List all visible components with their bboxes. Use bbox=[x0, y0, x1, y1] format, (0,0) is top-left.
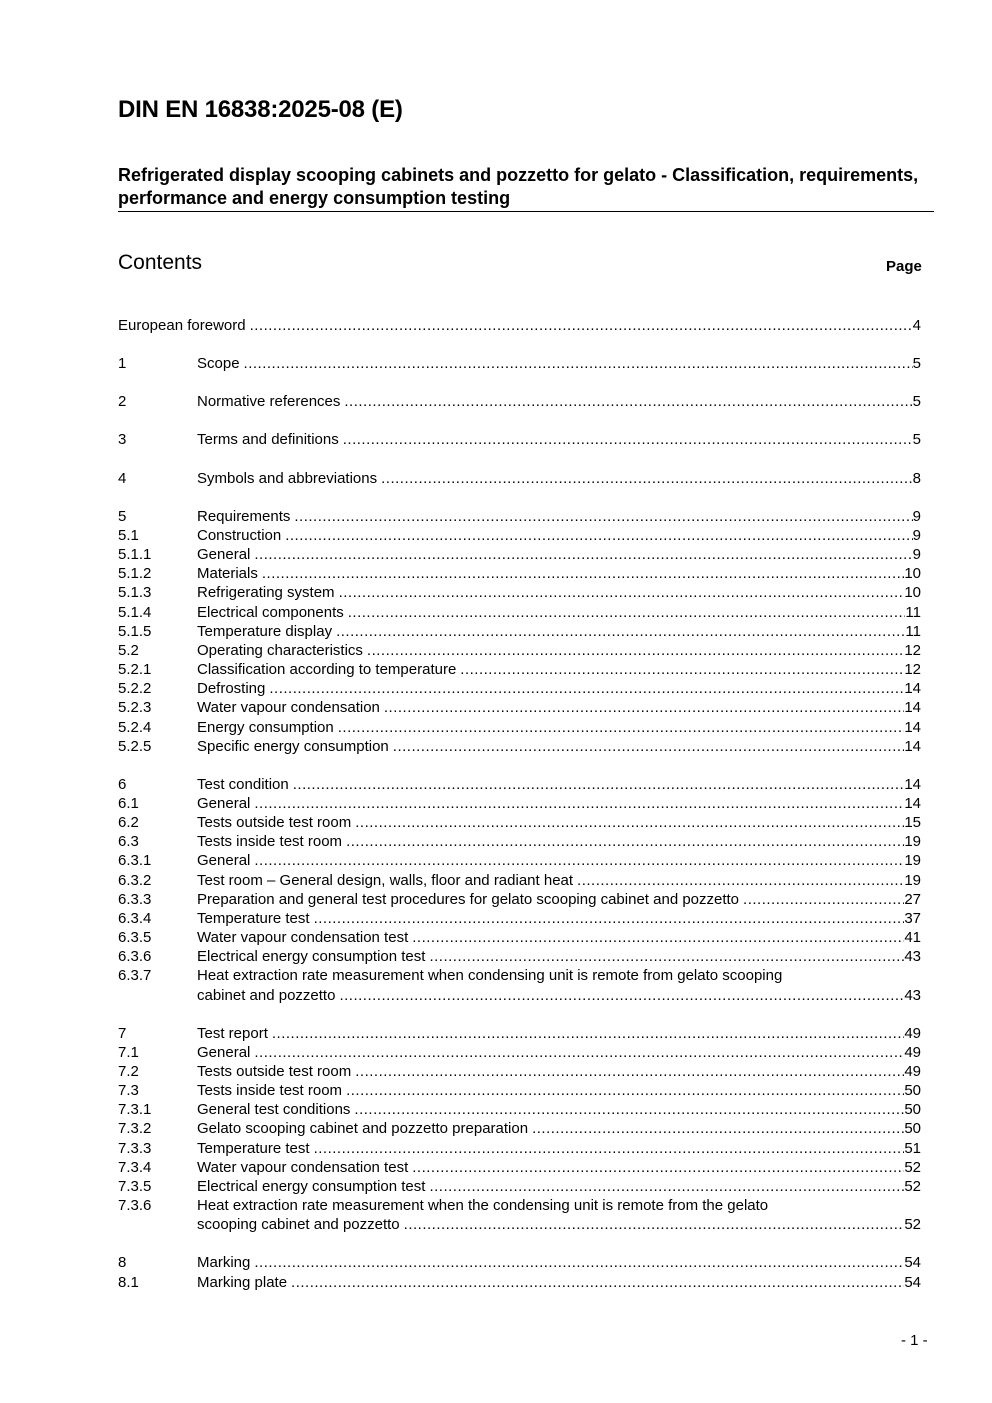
toc-entry[interactable] bbox=[118, 775, 921, 794]
toc-entry-title: Normative references bbox=[197, 393, 341, 411]
toc-entry[interactable] bbox=[118, 583, 921, 602]
leader-dots bbox=[346, 1081, 904, 1100]
toc-entry[interactable] bbox=[118, 641, 921, 660]
toc-entry-page: 49 bbox=[904, 1063, 921, 1080]
toc-entry-page: 51 bbox=[904, 1139, 921, 1157]
toc-entry-title: Heat extraction rate measurement when the condensing unit is remote from the gelato bbox=[197, 1197, 769, 1215]
toc-entry[interactable] bbox=[118, 1158, 921, 1177]
toc-entry[interactable] bbox=[118, 851, 921, 870]
toc-entry-number: 3 bbox=[118, 431, 127, 449]
toc-entry-title: Tests inside test room bbox=[197, 833, 343, 851]
leader-dots bbox=[254, 1043, 904, 1062]
toc-entry-page: 14 bbox=[904, 775, 921, 793]
toc-entry-page: 9 bbox=[912, 546, 921, 564]
toc-entry-number: 7.3.6 bbox=[118, 1197, 152, 1215]
leader-dots bbox=[412, 1158, 904, 1177]
leader-dots bbox=[343, 430, 913, 449]
leader-dots bbox=[355, 1062, 904, 1081]
toc-entry-number: 6.3.5 bbox=[118, 929, 152, 947]
leader-dots bbox=[348, 603, 906, 622]
toc-entry-page: 54 bbox=[904, 1273, 921, 1291]
toc-entry-number: 4 bbox=[118, 469, 127, 487]
toc-entry[interactable] bbox=[118, 890, 921, 909]
contents-heading: Contents bbox=[118, 251, 203, 274]
leader-dots bbox=[346, 832, 904, 851]
toc-entry-number: 1 bbox=[118, 355, 127, 373]
toc-entry-title: Scope bbox=[197, 355, 240, 373]
toc-entry[interactable] bbox=[118, 622, 921, 641]
toc-entry-page: 50 bbox=[904, 1120, 921, 1138]
toc-entry[interactable] bbox=[118, 871, 921, 890]
toc-entry-page: 14 bbox=[904, 699, 921, 717]
toc-entry-title: Water vapour condensation bbox=[197, 699, 380, 717]
toc-entry-number: 5.2.5 bbox=[118, 737, 152, 755]
toc-entry-number: 6.2 bbox=[118, 814, 139, 832]
toc-entry[interactable] bbox=[118, 526, 921, 545]
toc-entry-page: 12 bbox=[904, 661, 921, 679]
toc-entry[interactable] bbox=[118, 698, 921, 717]
toc-entry[interactable] bbox=[118, 832, 921, 851]
toc-group-section-7 bbox=[118, 1024, 921, 1196]
toc-entry-page: 37 bbox=[904, 909, 921, 927]
toc-entry-page: 9 bbox=[912, 526, 921, 544]
toc-entry-page: 5 bbox=[912, 355, 921, 373]
toc-entry-title: Temperature display bbox=[197, 622, 333, 640]
leader-dots bbox=[367, 641, 904, 660]
toc-entry-page: 5 bbox=[912, 431, 921, 449]
toc-entry-title: Heat extraction rate measurement when condensing unit is remote from gelato scooping bbox=[197, 967, 783, 985]
toc-entry-title: General bbox=[197, 852, 251, 870]
toc-entry-number: 6.3.3 bbox=[118, 890, 152, 908]
page-number: - 1 - bbox=[901, 1332, 928, 1349]
toc-entry-number: 6.1 bbox=[118, 794, 139, 812]
toc-entry-page: 52 bbox=[904, 1216, 921, 1234]
toc-entry-page: 19 bbox=[904, 852, 921, 870]
toc-entry-title: Marking bbox=[197, 1254, 251, 1272]
toc-entry-number: 5.1.5 bbox=[118, 622, 152, 640]
toc-entry[interactable] bbox=[118, 1177, 921, 1196]
toc-entry-title: Test room – General design, walls, floor and radiant heat bbox=[197, 871, 574, 889]
toc-entry-page: 43 bbox=[904, 986, 921, 1004]
toc-entry-title: Defrosting bbox=[197, 680, 266, 698]
toc-entry-title: Energy consumption bbox=[197, 718, 334, 736]
toc-entry[interactable] bbox=[118, 1100, 921, 1119]
toc-entry-number: 7.2 bbox=[118, 1063, 139, 1080]
toc-entry-title: Temperature test bbox=[197, 1139, 310, 1157]
leader-dots bbox=[250, 316, 913, 335]
toc-entry-page: 50 bbox=[904, 1082, 921, 1100]
toc-entry-number: 5 bbox=[118, 507, 127, 525]
toc-entry-continuation[interactable] bbox=[118, 1215, 921, 1234]
toc-entry-title: Temperature test bbox=[197, 909, 310, 927]
leader-dots bbox=[460, 660, 904, 679]
toc-entry-title: Terms and definitions bbox=[197, 431, 339, 449]
leader-dots bbox=[293, 775, 905, 794]
toc-entry-title: Classification according to temperature bbox=[197, 661, 457, 679]
leader-dots bbox=[393, 737, 905, 756]
toc-entry-title: Materials bbox=[197, 565, 258, 583]
toc-entry-title: General bbox=[197, 1043, 251, 1061]
toc-entry-number: 2 bbox=[118, 393, 127, 411]
toc-entry-title: Tests inside test room bbox=[197, 1082, 343, 1100]
leader-dots bbox=[294, 507, 912, 526]
leader-dots bbox=[244, 354, 913, 373]
toc-entry-continuation[interactable] bbox=[118, 986, 921, 1005]
leader-dots bbox=[381, 469, 913, 488]
toc-entry[interactable] bbox=[118, 1196, 921, 1215]
toc-entry-page: 43 bbox=[904, 948, 921, 966]
toc-entry-title: Specific energy consumption bbox=[197, 737, 389, 755]
toc-entry-title: Test condition bbox=[197, 775, 289, 793]
toc-entry[interactable] bbox=[118, 603, 921, 622]
toc-entry-number: 5.2.1 bbox=[118, 661, 152, 679]
toc-entry-page: 52 bbox=[904, 1177, 921, 1195]
toc-entry-title: cabinet and pozzetto bbox=[197, 986, 336, 1004]
toc-entry[interactable] bbox=[118, 813, 921, 832]
toc-entry-page: 14 bbox=[904, 718, 921, 736]
toc-entry-page: 49 bbox=[904, 1043, 921, 1061]
toc-entry-title: Refrigerating system bbox=[197, 584, 335, 602]
toc-entry[interactable] bbox=[118, 1139, 921, 1158]
leader-dots bbox=[412, 928, 904, 947]
toc-entry-number: 6.3.1 bbox=[118, 852, 152, 870]
leader-dots bbox=[314, 909, 905, 928]
toc-entry[interactable] bbox=[118, 909, 921, 928]
leader-dots bbox=[429, 1177, 904, 1196]
toc-entry-title: General bbox=[197, 546, 251, 564]
leader-dots bbox=[269, 679, 904, 698]
toc-entry-title: Symbols and abbreviations bbox=[197, 469, 378, 487]
toc-entry-title: Marking plate bbox=[197, 1273, 288, 1291]
toc-entry-page: 10 bbox=[904, 565, 921, 583]
toc-entry[interactable] bbox=[118, 1062, 921, 1081]
leader-dots bbox=[339, 986, 904, 1005]
leader-dots bbox=[285, 526, 912, 545]
leader-dots bbox=[262, 564, 904, 583]
leader-dots bbox=[254, 545, 912, 564]
leader-dots bbox=[344, 392, 912, 411]
toc-entry-number: 5.1.4 bbox=[118, 603, 152, 621]
document-title: Refrigerated display scooping cabinets and pozzetto for gelato - Classification, requirements, performance and energy consumption testing bbox=[118, 164, 934, 212]
leader-dots bbox=[254, 1253, 904, 1272]
toc-entry-number: 7.3.4 bbox=[118, 1158, 152, 1176]
toc-entry-page: 9 bbox=[912, 507, 921, 525]
toc-entry-title: European foreword bbox=[118, 317, 246, 334]
toc-entry-number: 8.1 bbox=[118, 1273, 139, 1291]
leader-dots bbox=[314, 1139, 905, 1158]
leader-dots bbox=[429, 947, 904, 966]
leader-dots bbox=[291, 1273, 904, 1292]
toc-entry-page: 4 bbox=[912, 317, 921, 334]
toc-entry-title: Water vapour condensation test bbox=[197, 929, 409, 947]
toc-entry-number: 7 bbox=[118, 1024, 127, 1042]
toc-entry-page: 27 bbox=[904, 890, 921, 908]
toc-entry[interactable] bbox=[118, 545, 921, 564]
toc-entry[interactable] bbox=[118, 737, 921, 756]
toc-entry[interactable] bbox=[118, 507, 921, 526]
toc-entry-number: 6.3.7 bbox=[118, 967, 152, 985]
leader-dots bbox=[339, 583, 905, 602]
toc-entry[interactable] bbox=[118, 1253, 921, 1272]
toc-entry-number: 7.3.5 bbox=[118, 1177, 152, 1195]
leader-dots bbox=[355, 813, 904, 832]
leader-dots bbox=[354, 1100, 904, 1119]
toc-entry-title: General test conditions bbox=[197, 1101, 351, 1119]
toc-entry-page: 12 bbox=[904, 641, 921, 659]
toc-entry-number: 5.2.3 bbox=[118, 699, 152, 717]
table-of-contents bbox=[118, 316, 921, 1292]
toc-entry-number: 5.1.1 bbox=[118, 546, 152, 564]
toc-entry-page: 14 bbox=[904, 794, 921, 812]
toc-entry[interactable] bbox=[118, 947, 921, 966]
toc-entry[interactable] bbox=[118, 469, 921, 488]
toc-entry[interactable] bbox=[118, 564, 921, 583]
page-column-heading: Page bbox=[886, 258, 922, 275]
toc-entry-page: 19 bbox=[904, 833, 921, 851]
toc-entry-number: 6.3.4 bbox=[118, 909, 152, 927]
toc-entry-title: Operating characteristics bbox=[197, 641, 363, 659]
leader-dots bbox=[384, 698, 904, 717]
toc-entry-number: 7.3.1 bbox=[118, 1101, 152, 1119]
toc-entry-title: Tests outside test room bbox=[197, 814, 352, 832]
toc-entry[interactable] bbox=[118, 392, 921, 411]
toc-entry-number: 5.1.2 bbox=[118, 565, 152, 583]
toc-entry[interactable] bbox=[118, 1043, 921, 1062]
toc-entry[interactable] bbox=[118, 928, 921, 947]
toc-entry[interactable] bbox=[118, 1024, 921, 1043]
toc-entry[interactable] bbox=[118, 354, 921, 373]
toc-entry-title: Preparation and general test procedures for gelato scooping cabinet and pozzetto bbox=[197, 890, 740, 908]
toc-entry-title: Requirements bbox=[197, 507, 291, 525]
toc-entry[interactable] bbox=[118, 679, 921, 698]
toc-entry[interactable] bbox=[118, 794, 921, 813]
toc-entry-title: Gelato scooping cabinet and pozzetto preparation bbox=[197, 1120, 529, 1138]
toc-entry-title: Electrical energy consumption test bbox=[197, 1177, 426, 1195]
toc-entry-number: 5.1.3 bbox=[118, 584, 152, 602]
toc-entry-page: 54 bbox=[904, 1254, 921, 1272]
toc-entry-page: 11 bbox=[905, 603, 921, 621]
toc-entry-number: 6.3.2 bbox=[118, 871, 152, 889]
toc-entry-number: 7.3.3 bbox=[118, 1139, 152, 1157]
toc-entry-page: 49 bbox=[904, 1024, 921, 1042]
toc-entry[interactable] bbox=[118, 1081, 921, 1100]
toc-entry-number: 7.1 bbox=[118, 1043, 139, 1061]
leader-dots bbox=[254, 794, 904, 813]
toc-entry-title: General bbox=[197, 794, 251, 812]
leader-dots bbox=[254, 851, 904, 870]
leader-dots bbox=[338, 718, 905, 737]
toc-entry-page: 10 bbox=[904, 584, 921, 602]
toc-entry-page: 19 bbox=[904, 871, 921, 889]
toc-entry-page: 50 bbox=[904, 1101, 921, 1119]
toc-group-section-5 bbox=[118, 507, 921, 756]
toc-entry[interactable] bbox=[118, 316, 921, 335]
toc-entry-title: Tests outside test room bbox=[197, 1063, 352, 1080]
toc-entry-title: Construction bbox=[197, 526, 282, 544]
toc-entry-title: Water vapour condensation test bbox=[197, 1158, 409, 1176]
document-id: DIN EN 16838:2025-08 (E) bbox=[118, 96, 403, 123]
toc-entry-number: 6.3 bbox=[118, 833, 139, 851]
toc-entry-page: 11 bbox=[905, 622, 921, 640]
toc-entry-page: 8 bbox=[912, 469, 921, 487]
toc-entry-page: 52 bbox=[904, 1158, 921, 1176]
leader-dots bbox=[272, 1024, 904, 1043]
toc-entry[interactable] bbox=[118, 430, 921, 449]
toc-entry-number: 5.1 bbox=[118, 526, 139, 544]
toc-entry-title: scooping cabinet and pozzetto bbox=[197, 1216, 400, 1234]
toc-entry-title: Electrical components bbox=[197, 603, 344, 621]
toc-entry-title: Electrical energy consumption test bbox=[197, 948, 426, 966]
toc-entry-page: 41 bbox=[904, 929, 921, 947]
toc-entry-number: 6 bbox=[118, 775, 127, 793]
toc-entry-page: 15 bbox=[904, 814, 921, 832]
toc-entry-page: 14 bbox=[904, 680, 921, 698]
toc-entry-number: 5.2 bbox=[118, 641, 139, 659]
leader-dots bbox=[404, 1215, 905, 1234]
toc-entry-number: 6.3.6 bbox=[118, 948, 152, 966]
toc-entry-number: 5.2.2 bbox=[118, 680, 152, 698]
toc-entry-page: 5 bbox=[912, 393, 921, 411]
toc-entry-number: 7.3.2 bbox=[118, 1120, 152, 1138]
toc-group-section-6 bbox=[118, 775, 921, 967]
toc-entry-title: Test report bbox=[197, 1024, 268, 1042]
toc-entry[interactable] bbox=[118, 718, 921, 737]
leader-dots bbox=[336, 622, 905, 641]
toc-entry-number: 7.3 bbox=[118, 1082, 139, 1100]
toc-entry[interactable] bbox=[118, 660, 921, 679]
leader-dots bbox=[577, 871, 904, 890]
toc-entry[interactable] bbox=[118, 1119, 921, 1138]
leader-dots bbox=[532, 1119, 904, 1138]
leader-dots bbox=[743, 890, 904, 909]
toc-entry[interactable] bbox=[118, 966, 921, 985]
toc-entry-number: 8 bbox=[118, 1254, 127, 1272]
toc-group-section-8 bbox=[118, 1253, 921, 1291]
toc-entry-number: 5.2.4 bbox=[118, 718, 152, 736]
toc-entry-page: 14 bbox=[904, 737, 921, 755]
toc-entry[interactable] bbox=[118, 1273, 921, 1292]
